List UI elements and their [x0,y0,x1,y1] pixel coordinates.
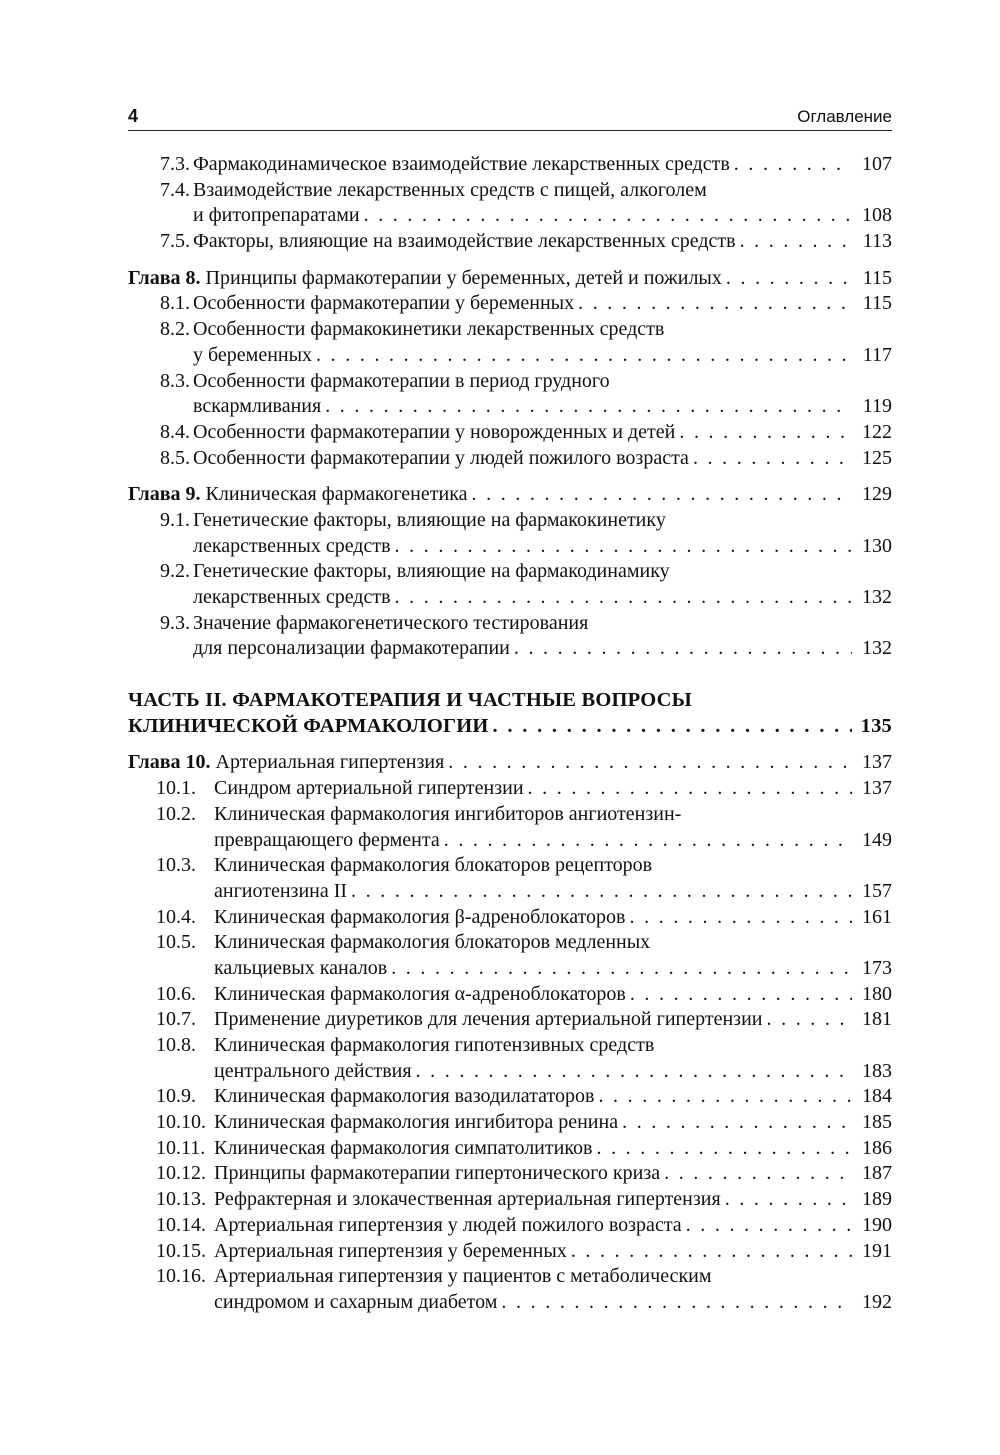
section-number: 10.7. [156,1008,196,1031]
leader-row [193,394,892,420]
dot-leader [630,982,852,1008]
entry-title: превращающего фермента [214,828,440,851]
toc-line [128,1084,892,1110]
dot-leader [472,482,853,508]
toc-line [128,559,892,585]
page-ref: 180 [862,982,892,1005]
page-ref: 149 [862,828,892,851]
entry-title: Клиническая фармакология ингибиторов ангиотензин- [214,802,682,825]
entry-title: кальциевых каналов [214,956,388,979]
leader-row [214,1007,892,1033]
toc-line [128,879,892,905]
toc-line [128,229,892,255]
running-title: Оглавление [797,107,892,126]
toc-line [128,714,892,740]
toc-line [128,508,892,534]
toc-line [128,369,892,395]
part-title-line1: ЧАСТЬ II. ФАРМАКОТЕРАПИЯ И ЧАСТНЫЕ ВОПРОСЫ [128,689,693,712]
leader-row [128,714,892,740]
entry-title: Генетические факторы, влияющие на фармакодинамику [193,560,670,583]
toc-entry [128,802,892,853]
toc-line [128,534,892,560]
leader-row [214,1213,892,1239]
leader-row [214,776,892,802]
page-ref: 187 [862,1162,892,1185]
entry-title: Особенности фармакотерапии у беременных [193,292,575,315]
entry-title: и фитопрепаратами [193,204,360,227]
dot-leader [364,203,852,229]
toc-entry [128,420,892,446]
dot-leader [351,879,852,905]
toc-entry [128,229,892,255]
entry-title: ангиотензина II [214,879,348,902]
toc-entry [128,1110,892,1136]
toc-line [128,1264,892,1290]
entry-title: Рефрактерная и злокачественная артериальная гипертензия [214,1188,721,1211]
toc-line [128,1161,892,1187]
page-ref: 183 [862,1059,892,1082]
leader-row [214,982,892,1008]
section-number: 9.3. [160,611,190,634]
section-number: 10.3. [156,854,196,877]
toc-line [128,178,892,204]
chapter-entry [128,482,892,508]
dot-leader [664,1161,852,1187]
leader-row [214,828,892,854]
entry-title: Клиническая фармакология блокаторов рецепторов [214,854,653,877]
dot-leader [501,1290,852,1316]
leader-row [214,1239,892,1265]
entry-title: Особенности фармакотерапии у новорожденных и детей [193,420,676,443]
leader-row [193,446,892,472]
page-ref: 161 [862,905,892,928]
toc-line [128,853,892,879]
running-header [128,104,892,131]
section-number: 9.2. [160,560,190,583]
dot-leader [767,1007,853,1033]
toc-line [128,1136,892,1162]
entry-title: Применение диуретиков для лечения артериальной гипертензии [214,1008,763,1031]
section-number: 10.6. [156,982,196,1005]
toc-entry [128,1084,892,1110]
entry-title: Клиническая фармакология вазодилататоров [214,1085,595,1108]
section-number: 10.5. [156,931,196,954]
dot-leader [528,776,852,802]
page-ref: 189 [862,1188,892,1211]
page-ref: 119 [862,395,892,418]
section-number: 10.10. [156,1111,206,1134]
toc-line [128,1110,892,1136]
dot-leader [493,714,852,740]
entry-title: для персонализации фармакотерапии [193,637,510,660]
part-heading [128,688,892,739]
entry-title: КЛИНИЧЕСКОЙ ФАРМАКОЛОГИИ [128,714,489,737]
page-ref: 173 [862,956,892,979]
toc-entry [128,982,892,1008]
page-ref: 108 [862,204,892,227]
section-number: 10.4. [156,905,196,928]
dot-leader [325,394,852,420]
page-ref: 137 [862,777,892,800]
dot-leader [316,343,852,369]
toc-entry [128,930,892,981]
toc-line [128,394,892,420]
section-number: 7.5. [160,230,190,253]
dot-leader [395,534,852,560]
leader-row [214,1110,892,1136]
page-number: 4 [128,106,139,126]
section-number: 10.14. [156,1213,206,1236]
toc-line [128,420,892,446]
section-number: 8.1. [160,292,190,315]
page-ref: 130 [862,534,892,557]
section-number: 8.2. [160,318,190,341]
toc-line [128,1007,892,1033]
toc-entry [128,1264,892,1315]
chapter-entry [128,266,892,292]
entry-title: Клиническая фармакология α-адреноблокаторов [214,982,626,1005]
leader-row [193,420,892,446]
page-ref: 185 [862,1111,892,1134]
toc-entry [128,1136,892,1162]
leader-row [214,1187,892,1213]
toc-line [128,291,892,317]
page-ref: 129 [862,483,892,506]
toc-entry [128,905,892,931]
dot-leader [693,446,852,472]
section-number: 10.9. [156,1085,196,1108]
section-number: 10.2. [156,802,196,825]
dot-leader [679,420,852,446]
page-ref: 117 [862,343,892,366]
toc-entry [128,508,892,559]
leader-row [193,229,892,255]
toc-line [128,1213,892,1239]
entry-title: центрального действия [214,1059,412,1082]
entry-title: лекарственных средств [193,586,391,608]
toc-entry [128,611,892,662]
toc-line [128,956,892,982]
toc-entry [128,1033,892,1084]
leader-row [193,585,892,611]
entry-title: Глава 10. Артериальная гипертензия [128,751,445,774]
dot-leader [734,152,852,178]
leader-row [193,343,892,369]
toc-entry [128,1007,892,1033]
toc-line [128,1290,892,1316]
chapter-label: Глава 9. [128,483,201,506]
toc-line [128,446,892,472]
entry-title: Клиническая фармакология ингибитора ренина [214,1111,619,1134]
section-number: 10.13. [156,1188,206,1211]
leader-row [214,1059,892,1085]
toc-line [128,982,892,1008]
toc-line [128,828,892,854]
page-ref: 115 [862,266,892,289]
entry-title: Клиническая фармакология симпатолитиков [214,1136,593,1159]
entry-title: Артериальная гипертензия у беременных [214,1239,567,1262]
page-ref: 137 [862,751,892,774]
dot-leader [725,1187,852,1213]
toc-entry [128,559,892,610]
page-ref: 192 [862,1290,892,1313]
entry-title: вскармливания [193,395,322,418]
entry-title: Особенности фармакотерапии у людей пожилого возраста [193,446,689,469]
entry-title: Клиническая фармакология гипотензивных средств [214,1034,655,1056]
leader-row [214,879,892,905]
dot-leader [448,750,852,776]
leader-row [214,1161,892,1187]
leader-row [214,1290,892,1316]
toc-line [128,750,892,776]
entry-title: Клиническая фармакология блокаторов медленных [214,931,651,954]
toc-line [128,611,892,637]
toc-line [128,930,892,956]
page-ref: 107 [862,153,892,175]
entry-title: Фармакодинамическое взаимодействие лекарственных средств [193,153,730,175]
table-of-contents [128,152,892,1316]
chapter-label: Глава 8. [128,266,201,289]
entry-title: Особенности фармакокинетики лекарственных средств [193,318,665,341]
entry-title: Принципы фармакотерапии гипертонического криза [214,1162,661,1185]
toc-line [128,905,892,931]
section-number: 8.4. [160,420,190,443]
entry-title: Синдром артериальной гипертензии [214,777,524,800]
toc-line [128,585,892,611]
leader-row [128,266,892,292]
toc-entry [128,776,892,802]
entry-title: Клиническая фармакология β-адреноблокаторов [214,905,626,928]
entry-title: Артериальная гипертензия у пациентов с метаболическим [214,1265,712,1288]
leader-row [214,1084,892,1110]
page-ref: 135 [860,714,892,737]
leader-row [193,152,892,178]
leader-row [193,534,892,560]
section-number: 7.3. [160,153,190,175]
toc-entry [128,1187,892,1213]
page-ref: 132 [862,637,892,660]
dot-leader [622,1110,852,1136]
toc-entry [128,317,892,368]
section-number: 10.8. [156,1034,196,1056]
toc-entry [128,1161,892,1187]
dot-leader [726,266,852,292]
toc-entry [128,369,892,420]
page-ref: 125 [862,446,892,469]
dot-leader [598,1084,852,1110]
dot-leader [740,229,852,255]
section-number: 9.1. [160,508,190,531]
dot-leader [395,585,852,611]
page-ref: 184 [862,1085,892,1108]
toc-entry [128,446,892,472]
entry-title: Генетические факторы, влияющие на фармакокинетику [193,508,666,531]
toc-entry [128,1213,892,1239]
page-ref: 113 [862,230,892,253]
chapter-label: Глава 10. [128,751,211,774]
toc-line [128,802,892,828]
toc-line [128,1059,892,1085]
chapter-entry [128,750,892,776]
toc-line [128,317,892,343]
page-ref: 186 [862,1136,892,1159]
leader-row [193,291,892,317]
toc-line [128,1033,892,1059]
toc-entry [128,1239,892,1265]
page-ref: 122 [862,420,892,443]
leader-row [214,905,892,931]
entry-title: Факторы, влияющие на взаимодействие лекарственных средств [193,230,736,253]
leader-row [128,750,892,776]
entry-title: синдромом и сахарным диабетом [214,1290,498,1313]
page-ref: 181 [862,1008,892,1031]
toc-line [128,482,892,508]
leader-row [193,636,892,662]
section-number: 10.16. [156,1265,206,1288]
dot-leader [514,636,852,662]
leader-row [214,956,892,982]
dot-leader [596,1136,852,1162]
section-number: 8.5. [160,446,190,469]
toc-line [128,776,892,802]
section-number: 10.12. [156,1162,206,1185]
toc-entry [128,178,892,229]
dot-leader [630,905,852,931]
leader-row [128,482,892,508]
section-number: 10.1. [156,777,196,800]
section-number: 8.3. [160,369,190,392]
toc-entry [128,853,892,904]
leader-row [214,1136,892,1162]
dot-leader [391,956,852,982]
page-ref: 191 [862,1239,892,1262]
toc-line [128,266,892,292]
entry-title: лекарственных средств [193,534,391,557]
toc-line [128,636,892,662]
section-number: 10.11. [156,1136,206,1159]
toc-line [128,688,892,714]
section-number: 7.4. [160,178,190,201]
entry-title: Значение фармакогенетического тестирования [193,611,589,634]
toc-line [128,203,892,229]
page-ref: 115 [862,292,892,315]
entry-title: Взаимодействие лекарственных средств с пищей, алкоголем [193,178,707,201]
leader-row [193,203,892,229]
page-ref: 132 [862,586,892,608]
entry-title: Особенности фармакотерапии в период грудного [193,369,610,392]
toc-entry [128,152,892,178]
entry-title: Глава 9. Клиническая фармакогенетика [128,483,468,506]
dot-leader [686,1213,852,1239]
dot-leader [578,291,852,317]
toc-line [128,1187,892,1213]
page-ref: 157 [862,879,892,902]
entry-title: Глава 8. Принципы фармакотерапии у беременных, детей и пожилых [128,266,722,289]
entry-title: у беременных [193,343,313,366]
entry-title: Артериальная гипертензия у людей пожилого возраста [214,1213,682,1236]
section-number: 10.15. [156,1239,206,1262]
dot-leader [444,828,852,854]
toc-line [128,1239,892,1265]
toc-line [128,343,892,369]
page-ref: 190 [862,1213,892,1236]
toc-line [128,152,892,178]
toc-entry [128,291,892,317]
dot-leader [571,1239,852,1265]
dot-leader [416,1059,852,1085]
